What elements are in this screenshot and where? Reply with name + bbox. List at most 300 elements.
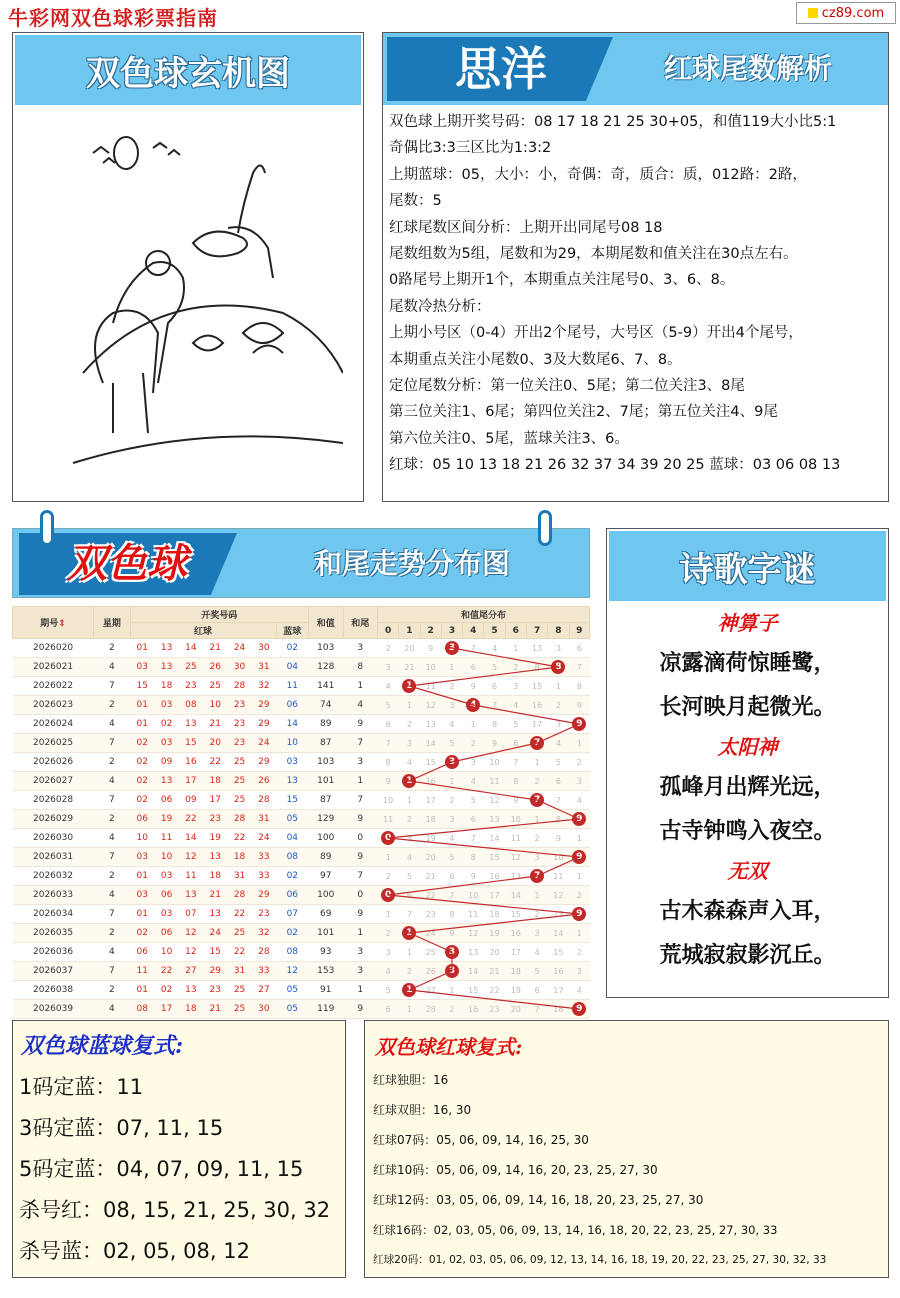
issue-cell: 2026020 (13, 639, 94, 658)
red-ball-cell: 13 (179, 715, 203, 734)
col-digit: 4 (463, 623, 484, 639)
weekday-cell: 4 (94, 772, 130, 791)
red-ball-cell: 17 (154, 1000, 178, 1019)
trend-table (12, 606, 590, 1019)
blue-ball-cell: 15 (276, 791, 308, 810)
red-ball-cell: 07 (179, 905, 203, 924)
red-ball-cell: 03 (130, 658, 154, 677)
dist-cell (569, 905, 590, 924)
col-digit: 9 (569, 623, 590, 639)
red-ball-cell: 18 (203, 772, 227, 791)
col-digit: 7 (526, 623, 547, 639)
dist-cell: 8 (441, 905, 462, 924)
red-ball-cell: 25 (227, 1000, 251, 1019)
dist-cell: 4 (569, 791, 590, 810)
dist-cell: 22 (484, 981, 505, 1000)
puzzle-illustration (43, 123, 343, 483)
dist-cell: 7 (526, 1000, 547, 1019)
issue-cell: 2026026 (13, 753, 94, 772)
blue-ball-cell: 06 (276, 886, 308, 905)
dist-cell: 2 (526, 905, 547, 924)
blue-compound-line: 杀号红：08, 15, 21, 25, 30, 32 (19, 1198, 331, 1222)
dist-cell: 13 (420, 715, 441, 734)
dist-cell: 3 (548, 715, 569, 734)
dist-cell (377, 886, 398, 905)
dist-cell: 14 (420, 734, 441, 753)
red-ball-cell: 18 (203, 867, 227, 886)
table-row (13, 829, 590, 848)
red-ball-cell: 02 (154, 981, 178, 1000)
col-issue[interactable] (13, 607, 94, 639)
dist-cell: 11 (463, 905, 484, 924)
tail-cell: 7 (343, 734, 377, 753)
trend-banner (12, 528, 590, 598)
weekday-cell: 7 (94, 734, 130, 753)
blue-ball-cell: 04 (276, 658, 308, 677)
issue-cell: 2026039 (13, 1000, 94, 1019)
red-ball-cell: 12 (179, 943, 203, 962)
analysis-line: 0路尾号上期开1个，本期重点关注尾号0、3、6、8。 (389, 272, 735, 289)
dist-cell: 9 (463, 677, 484, 696)
dist-cell: 4 (399, 753, 420, 772)
dist-cell: 4 (377, 677, 398, 696)
dist-cell: 14 (463, 962, 484, 981)
tail-cell: 4 (343, 696, 377, 715)
dist-cell: 16 (526, 696, 547, 715)
tail-cell: 3 (343, 962, 377, 981)
dist-cell (441, 943, 462, 962)
dist-cell: 1 (526, 810, 547, 829)
dist-cell: 6 (548, 772, 569, 791)
hit-marker: 1 (402, 926, 416, 940)
dist-cell: 8 (548, 810, 569, 829)
blue-ball-cell: 14 (276, 715, 308, 734)
col-digit: 6 (505, 623, 526, 639)
dist-cell: 12 (463, 924, 484, 943)
dist-cell: 3 (463, 753, 484, 772)
col-digit: 5 (484, 623, 505, 639)
red-ball-cell: 24 (252, 734, 276, 753)
red-ball-cell: 06 (154, 924, 178, 943)
sum-cell: 119 (309, 1000, 343, 1019)
dist-cell (463, 696, 484, 715)
analysis-panel (382, 32, 889, 502)
dist-cell: 15 (548, 943, 569, 962)
dist-cell: 16 (484, 867, 505, 886)
weekday-cell: 2 (94, 639, 130, 658)
dist-cell: 1 (377, 905, 398, 924)
dist-cell: 16 (420, 772, 441, 791)
dist-cell: 3 (377, 658, 398, 677)
red-ball-cell: 23 (203, 810, 227, 829)
red-ball-cell: 21 (203, 1000, 227, 1019)
blue-compound-lines (19, 1067, 343, 1272)
blue-compound-title: 双色球蓝球复式: (21, 1033, 184, 1059)
red-ball-cell: 13 (154, 658, 178, 677)
red-ball-cell: 32 (252, 677, 276, 696)
dist-cell: 1 (399, 943, 420, 962)
blue-ball-cell: 07 (276, 905, 308, 924)
weekday-cell: 2 (94, 753, 130, 772)
hit-marker: 3 (445, 641, 459, 655)
dist-cell: 19 (420, 829, 441, 848)
dist-cell: 1 (569, 829, 590, 848)
hit-marker: 8 (551, 660, 565, 674)
red-ball-cell: 21 (203, 715, 227, 734)
dist-cell: 22 (420, 886, 441, 905)
red-ball-cell: 33 (252, 867, 276, 886)
poem-line: 古木森森声入耳， (659, 898, 836, 924)
tail-cell: 1 (343, 924, 377, 943)
dist-cell: 13 (526, 639, 547, 658)
dist-cell: 1 (441, 658, 462, 677)
dist-cell: 17 (526, 715, 547, 734)
weekday-cell: 7 (94, 905, 130, 924)
tail-cell: 9 (343, 905, 377, 924)
issue-cell: 2026035 (13, 924, 94, 943)
col-tail: 和尾 (343, 607, 377, 639)
red-ball-cell: 13 (203, 905, 227, 924)
hit-marker: 4 (466, 698, 480, 712)
blue-ball-cell: 06 (276, 696, 308, 715)
dist-cell: 1 (526, 753, 547, 772)
dist-cell (399, 677, 420, 696)
dist-cell: 4 (441, 715, 462, 734)
dist-cell: 4 (377, 962, 398, 981)
col-digit: 1 (399, 623, 420, 639)
sum-cell: 101 (309, 924, 343, 943)
red-ball-cell: 33 (252, 848, 276, 867)
dist-cell: 14 (548, 924, 569, 943)
red-ball-cell: 26 (252, 772, 276, 791)
dist-cell: 2 (377, 867, 398, 886)
dist-cell: 9 (569, 696, 590, 715)
issue-cell: 2026033 (13, 886, 94, 905)
red-compound-lines (373, 1065, 887, 1275)
dist-cell: 18 (548, 1000, 569, 1019)
dist-cell: 9 (420, 639, 441, 658)
issue-cell: 2026029 (13, 810, 94, 829)
red-ball-cell: 22 (227, 905, 251, 924)
dist-cell: 1 (399, 1000, 420, 1019)
dist-cell (399, 772, 420, 791)
hit-marker: 7 (530, 793, 544, 807)
tail-cell: 1 (343, 677, 377, 696)
red-ball-cell: 15 (179, 734, 203, 753)
hit-marker: 0 (381, 831, 395, 845)
dist-cell: 12 (484, 791, 505, 810)
hit-marker: 1 (402, 983, 416, 997)
weekday-cell: 4 (94, 943, 130, 962)
sum-cell: 91 (309, 981, 343, 1000)
red-ball-cell: 27 (179, 962, 203, 981)
issue-cell: 2026030 (13, 829, 94, 848)
red-ball-cell: 28 (227, 886, 251, 905)
poem-heading: 太阳神 (717, 735, 778, 759)
sum-cell: 103 (309, 639, 343, 658)
dist-cell: 15 (526, 677, 547, 696)
red-ball-cell: 06 (154, 886, 178, 905)
dist-cell: 2 (399, 810, 420, 829)
dist-cell: 24 (420, 924, 441, 943)
dist-cell (441, 753, 462, 772)
dist-cell: 7 (484, 696, 505, 715)
dist-cell: 14 (484, 829, 505, 848)
dist-cell: 17 (420, 791, 441, 810)
dist-cell: 16 (505, 924, 526, 943)
dist-cell: 20 (484, 943, 505, 962)
dist-cell (526, 867, 547, 886)
analysis-line: 尾数冷热分析： (389, 298, 491, 315)
dist-cell (441, 962, 462, 981)
dist-cell: 18 (420, 810, 441, 829)
table-row (13, 734, 590, 753)
red-ball-cell: 11 (130, 962, 154, 981)
red-ball-cell: 25 (227, 791, 251, 810)
weekday-cell: 2 (94, 981, 130, 1000)
dist-cell: 25 (420, 943, 441, 962)
sum-cell: 100 (309, 829, 343, 848)
dist-cell: 17 (548, 981, 569, 1000)
dist-cell (569, 810, 590, 829)
dist-cell: 3 (441, 696, 462, 715)
table-row (13, 639, 590, 658)
poem-heading: 神算子 (717, 611, 778, 635)
dist-cell: 3 (505, 677, 526, 696)
dist-cell: 12 (548, 886, 569, 905)
dist-cell (569, 715, 590, 734)
dist-cell: 4 (484, 639, 505, 658)
red-ball-cell: 24 (227, 639, 251, 658)
illustration-title (15, 35, 361, 105)
red-ball-cell: 31 (227, 867, 251, 886)
blue-ball-cell: 12 (276, 962, 308, 981)
dist-cell: 2 (399, 715, 420, 734)
dist-cell: 16 (548, 962, 569, 981)
red-ball-cell: 23 (179, 677, 203, 696)
dist-cell: 28 (420, 1000, 441, 1019)
sum-cell: 141 (309, 677, 343, 696)
dist-cell: 2 (569, 886, 590, 905)
analysis-lines (389, 109, 885, 479)
sum-cell: 87 (309, 734, 343, 753)
dist-cell: 10 (463, 886, 484, 905)
red-ball-cell: 17 (203, 791, 227, 810)
dist-cell: 17 (505, 943, 526, 962)
red-ball-cell: 22 (227, 943, 251, 962)
analysis-line: 红球：05 10 13 18 21 26 32 37 34 39 20 25 蓝球：03 06 08 13 (389, 457, 841, 474)
binder-ring-left (40, 510, 54, 546)
dist-cell: 10 (505, 810, 526, 829)
blue-compound-line: 1码定蓝：11 (19, 1075, 144, 1099)
red-ball-cell: 01 (130, 639, 154, 658)
weekday-cell: 2 (94, 867, 130, 886)
table-row (13, 848, 590, 867)
dist-cell: 3 (548, 639, 569, 658)
dist-cell: 8 (484, 715, 505, 734)
issue-cell: 2026021 (13, 658, 94, 677)
dist-cell: 2 (548, 696, 569, 715)
dist-cell: 1 (399, 791, 420, 810)
tail-cell: 9 (343, 1000, 377, 1019)
red-ball-cell: 01 (130, 905, 154, 924)
dist-cell: 12 (420, 696, 441, 715)
dist-cell: 9 (484, 734, 505, 753)
illustration-panel (12, 32, 364, 502)
poem-title (609, 531, 886, 601)
issue-cell: 2026023 (13, 696, 94, 715)
blue-ball-cell: 08 (276, 848, 308, 867)
red-ball-cell: 33 (252, 962, 276, 981)
dist-cell: 1 (569, 734, 590, 753)
dist-cell: 2 (463, 734, 484, 753)
sum-cell: 129 (309, 810, 343, 829)
poem-heading: 无双 (727, 859, 768, 883)
red-ball-cell: 03 (154, 734, 178, 753)
dist-cell: 1 (505, 639, 526, 658)
hit-marker: 3 (445, 755, 459, 769)
red-ball-cell: 30 (252, 1000, 276, 1019)
dist-cell: 17 (484, 886, 505, 905)
page-header: 牛彩网双色球彩票指南 (8, 6, 218, 30)
blue-ball-cell: 02 (276, 924, 308, 943)
red-ball-cell: 03 (130, 886, 154, 905)
site-logo-icon (808, 8, 818, 18)
dist-cell: 7 (441, 886, 462, 905)
col-draw: 开奖号码 (130, 607, 308, 623)
red-ball-cell: 25 (227, 753, 251, 772)
analysis-line: 第三位关注1、6尾；第四位关注2、7尾；第五位关注4、9尾 (389, 404, 778, 421)
table-row (13, 886, 590, 905)
hit-marker: 7 (530, 869, 544, 883)
dist-cell: 9 (505, 791, 526, 810)
red-ball-cell: 13 (203, 848, 227, 867)
dist-cell: 7 (377, 734, 398, 753)
dist-cell: 2 (377, 639, 398, 658)
poem-panel (606, 528, 889, 998)
dist-cell: 1 (526, 886, 547, 905)
sort-icon[interactable]: ⇕ (58, 619, 66, 629)
red-compound-title: 双色球红球复式: (375, 1035, 523, 1059)
blue-ball-cell: 05 (276, 810, 308, 829)
dist-cell: 5 (526, 962, 547, 981)
col-issue-label: 期号 (40, 619, 59, 629)
dist-cell: 11 (548, 867, 569, 886)
col-weekday: 星期 (94, 607, 130, 639)
dist-cell (569, 848, 590, 867)
red-compound-line: 红球07码：05, 06, 09, 14, 16, 25, 30 (373, 1133, 589, 1147)
dist-cell: 11 (420, 677, 441, 696)
dist-cell: 6 (463, 658, 484, 677)
site-badge-text: cz89.com (821, 5, 885, 21)
dist-cell: 26 (420, 962, 441, 981)
trend-title-sub: 和尾走势分布图 (313, 547, 510, 580)
dist-cell: 10 (484, 753, 505, 772)
site-badge[interactable] (796, 2, 896, 24)
dist-cell: 23 (484, 1000, 505, 1019)
red-ball-cell: 02 (130, 791, 154, 810)
sum-cell: 93 (309, 943, 343, 962)
tail-cell: 3 (343, 639, 377, 658)
dist-cell: 13 (484, 810, 505, 829)
red-ball-cell: 02 (130, 772, 154, 791)
hit-marker: 3 (445, 964, 459, 978)
dist-cell: 2 (505, 658, 526, 677)
red-ball-cell: 13 (179, 981, 203, 1000)
red-ball-cell: 29 (252, 696, 276, 715)
dist-cell: 19 (505, 981, 526, 1000)
blue-compound-line: 3码定蓝：07, 11, 15 (19, 1116, 224, 1140)
dist-cell: 3 (441, 810, 462, 829)
red-ball-cell: 12 (179, 848, 203, 867)
red-ball-cell: 06 (154, 791, 178, 810)
dist-cell: 20 (505, 1000, 526, 1019)
poem-line: 长河映月起微光。 (659, 694, 836, 720)
sum-cell: 97 (309, 867, 343, 886)
dist-cell: 5 (484, 658, 505, 677)
blue-ball-cell: 05 (276, 981, 308, 1000)
dist-cell: 15 (420, 753, 441, 772)
dist-cell: 14 (505, 886, 526, 905)
weekday-cell: 2 (94, 924, 130, 943)
analysis-line: 尾数：5 (389, 193, 442, 210)
table-row (13, 696, 590, 715)
sum-cell: 128 (309, 658, 343, 677)
table-row (13, 962, 590, 981)
red-ball-cell: 23 (227, 696, 251, 715)
dist-cell: 2 (569, 943, 590, 962)
red-ball-cell: 03 (154, 696, 178, 715)
dist-cell: 3 (399, 829, 420, 848)
dist-cell: 3 (377, 943, 398, 962)
dist-cell: 15 (484, 848, 505, 867)
dist-cell: 21 (484, 962, 505, 981)
weekday-cell: 4 (94, 829, 130, 848)
dist-cell: 11 (505, 829, 526, 848)
analysis-line: 红球尾数区间分析：上期开出同尾号08 18 (389, 219, 663, 236)
blue-ball-cell: 02 (276, 639, 308, 658)
red-ball-cell: 25 (203, 677, 227, 696)
red-ball-cell: 10 (154, 848, 178, 867)
red-ball-cell: 02 (130, 753, 154, 772)
poem-title-text: 诗歌字谜 (679, 549, 816, 590)
dist-cell: 5 (377, 696, 398, 715)
sum-cell: 101 (309, 772, 343, 791)
blue-ball-cell: 02 (276, 867, 308, 886)
table-row (13, 677, 590, 696)
red-ball-cell: 28 (227, 677, 251, 696)
red-ball-cell: 25 (227, 924, 251, 943)
red-ball-cell: 03 (154, 867, 178, 886)
red-ball-cell: 12 (179, 924, 203, 943)
weekday-cell: 7 (94, 791, 130, 810)
dist-cell: 5 (441, 734, 462, 753)
dist-cell: 7 (548, 791, 569, 810)
hit-marker: 1 (402, 774, 416, 788)
dist-cell: 7 (463, 829, 484, 848)
tail-cell: 8 (343, 658, 377, 677)
hit-marker: 9 (572, 812, 586, 826)
dist-cell: 2 (399, 962, 420, 981)
dist-cell: 1 (569, 867, 590, 886)
red-ball-cell: 19 (203, 829, 227, 848)
dist-cell: 19 (484, 924, 505, 943)
dist-cell: 3 (399, 734, 420, 753)
dist-cell: 21 (420, 867, 441, 886)
red-ball-cell: 22 (227, 829, 251, 848)
analysis-line: 定位尾数分析：第一位关注0、5尾；第二位关注3、8尾 (389, 378, 745, 395)
red-compound-line: 红球12码：03, 05, 06, 09, 14, 16, 18, 20, 23, 25, 27, 30 (373, 1193, 704, 1207)
